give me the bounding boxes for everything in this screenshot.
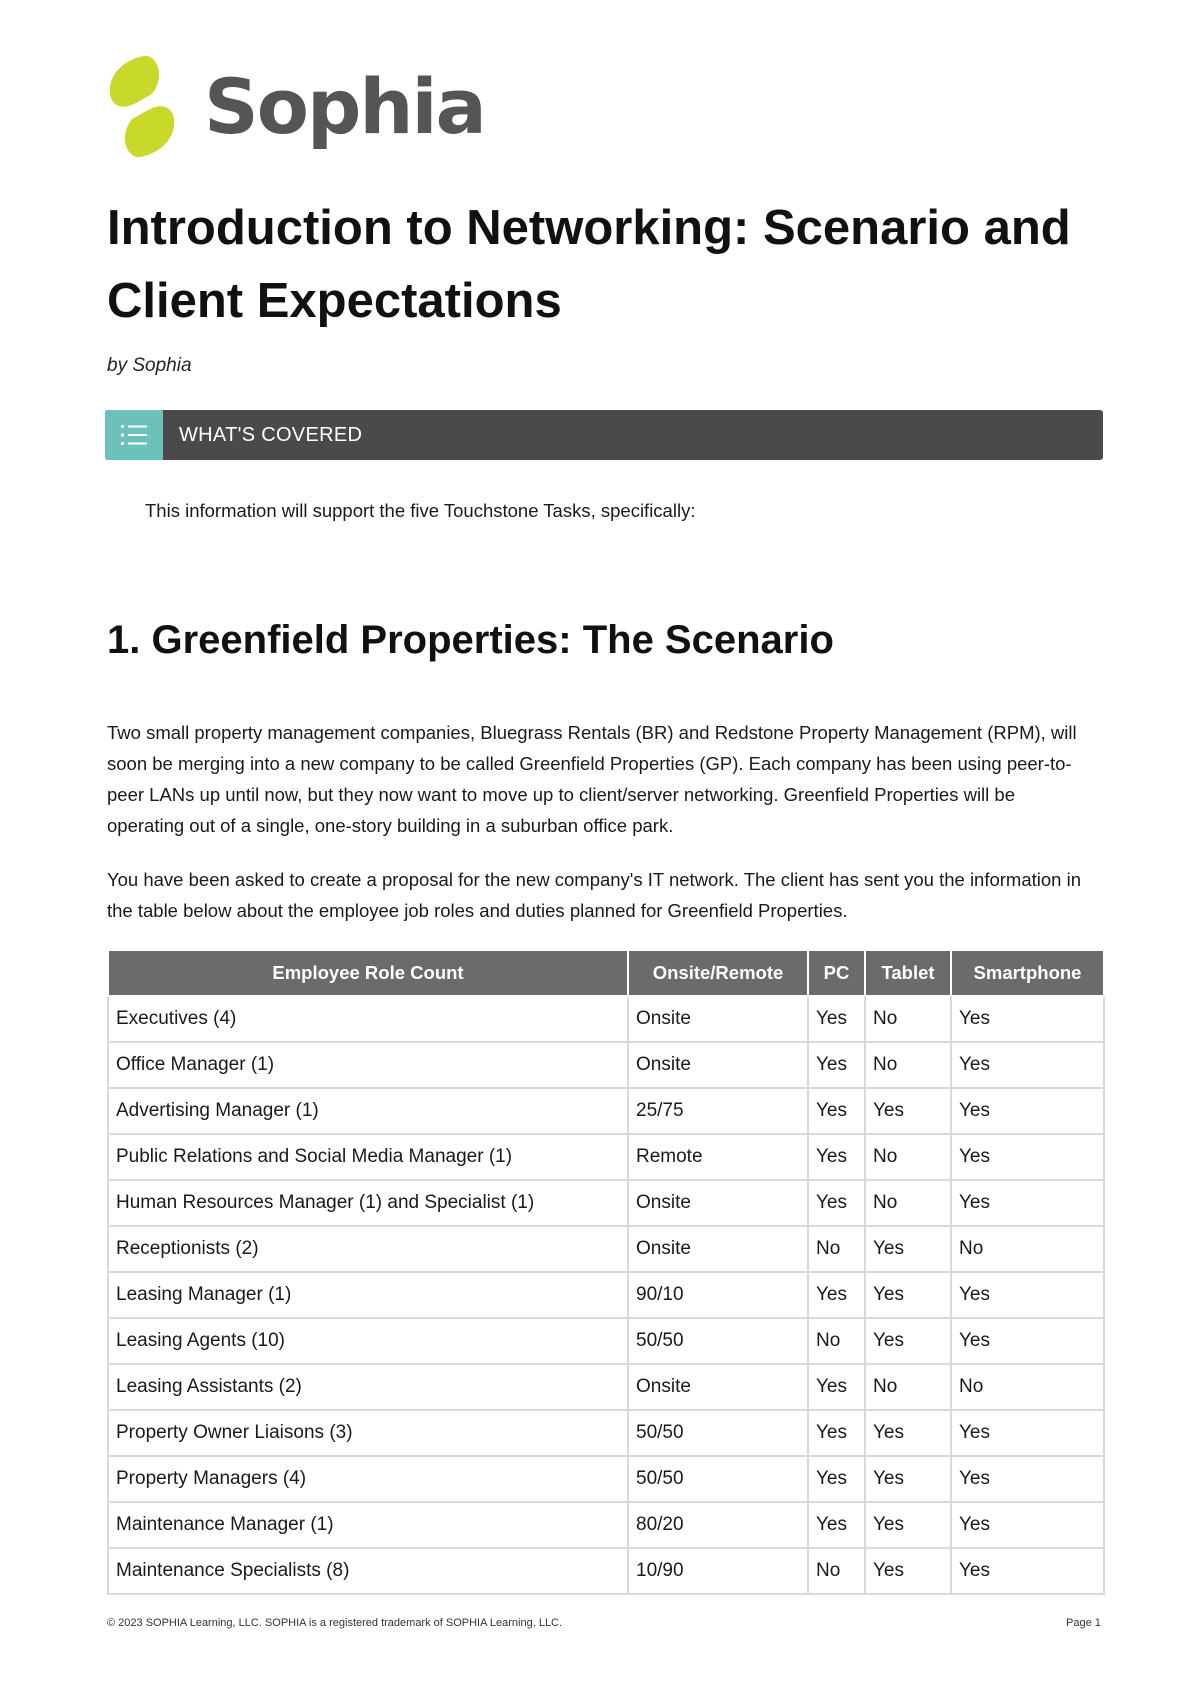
table-cell: Yes	[865, 1088, 951, 1134]
table-cell: Leasing Agents (10)	[108, 1318, 628, 1364]
table-cell: Yes	[808, 1180, 865, 1226]
table-cell: Executives (4)	[108, 996, 628, 1042]
sophia-logo	[104, 54, 485, 159]
table-cell: Human Resources Manager (1) and Specialist (1)	[108, 1180, 628, 1226]
table-row	[108, 1318, 1104, 1364]
whats-covered-text: This information will support the five Touchstone Tasks, specifically:	[145, 500, 696, 521]
table-cell: 50/50	[628, 1456, 808, 1502]
header-onsite-remote: Onsite/Remote	[628, 951, 808, 996]
employee-roles-table	[107, 951, 1105, 1595]
table-cell: Yes	[808, 1456, 865, 1502]
table-cell: Yes	[951, 1548, 1104, 1594]
table-cell: 80/20	[628, 1502, 808, 1548]
table-cell: Yes	[865, 1456, 951, 1502]
table-cell: No	[808, 1226, 865, 1272]
table-cell: Onsite	[628, 996, 808, 1042]
table-cell: Onsite	[628, 1042, 808, 1088]
table-cell: Property Owner Liaisons (3)	[108, 1410, 628, 1456]
table-cell: No	[865, 1364, 951, 1410]
header-pc: PC	[808, 951, 865, 996]
sophia-wordmark: Sophia	[204, 61, 485, 151]
table-cell: Remote	[628, 1134, 808, 1180]
table-cell: Yes	[951, 996, 1104, 1042]
table-row	[108, 1180, 1104, 1226]
table-cell: Yes	[951, 1410, 1104, 1456]
table-cell: 50/50	[628, 1318, 808, 1364]
table-cell: Onsite	[628, 1364, 808, 1410]
table-cell: Onsite	[628, 1180, 808, 1226]
table-cell: Maintenance Specialists (8)	[108, 1548, 628, 1594]
table-cell: Yes	[808, 1364, 865, 1410]
table-row	[108, 1502, 1104, 1548]
table-cell: Yes	[808, 1134, 865, 1180]
table-cell: Yes	[808, 1410, 865, 1456]
table-cell: Yes	[951, 1088, 1104, 1134]
header-tablet: Tablet	[865, 951, 951, 996]
table-row	[108, 996, 1104, 1042]
scenario-paragraph: Two small property management companies, Bluegrass Rentals (BR) and Redstone Property Management (RPM), will soon be merging into a new company to be called Greenfield Properties (GP). Each company has been using peer-to-peer LANs up until now, but they now want to move up to client/server networking. Greenfield Properties will be operating out of a single, one-story building in a suburban office park.	[107, 722, 1077, 836]
table-row	[108, 1088, 1104, 1134]
table-cell: Yes	[808, 1272, 865, 1318]
table-cell: Yes	[808, 996, 865, 1042]
table-cell: Yes	[951, 1318, 1104, 1364]
table-cell: Yes	[951, 1042, 1104, 1088]
table-row	[108, 1134, 1104, 1180]
table-cell: Receptionists (2)	[108, 1226, 628, 1272]
table-cell: Yes	[951, 1180, 1104, 1226]
table-row	[108, 1364, 1104, 1410]
table-cell: Yes	[951, 1502, 1104, 1548]
table-row	[108, 1226, 1104, 1272]
table-cell: Property Managers (4)	[108, 1456, 628, 1502]
table-cell: No	[865, 996, 951, 1042]
table-cell: No	[951, 1226, 1104, 1272]
table-cell: No	[865, 1134, 951, 1180]
list-icon	[105, 410, 163, 460]
table-cell: Yes	[951, 1134, 1104, 1180]
table-cell: Leasing Manager (1)	[108, 1272, 628, 1318]
proposal-paragraph: You have been asked to create a proposal for the new company's IT network. The client has sent you the information in the table below about the employee job roles and duties planned for Greenfield Properties.	[107, 869, 1081, 921]
byline: by Sophia	[107, 355, 192, 376]
table-cell: Yes	[865, 1272, 951, 1318]
table-cell: 25/75	[628, 1088, 808, 1134]
copyright-notice: © 2023 SOPHIA Learning, LLC. SOPHIA is a registered trademark of SOPHIA Learning, LLC.	[107, 1617, 563, 1629]
header-smartphone: Smartphone	[951, 951, 1104, 996]
table-cell: No	[808, 1318, 865, 1364]
table-cell: 50/50	[628, 1410, 808, 1456]
table-cell: 10/90	[628, 1548, 808, 1594]
table-cell: Yes	[808, 1042, 865, 1088]
table-cell: Yes	[951, 1272, 1104, 1318]
table-cell: Leasing Assistants (2)	[108, 1364, 628, 1410]
table-cell: No	[865, 1042, 951, 1088]
table-header-row	[108, 951, 1104, 996]
table-cell: 90/10	[628, 1272, 808, 1318]
table-cell: Yes	[808, 1502, 865, 1548]
table-cell: Yes	[951, 1456, 1104, 1502]
table-cell: Onsite	[628, 1226, 808, 1272]
document-title: Introduction to Networking: Scenario and Client Expectations	[107, 201, 1071, 328]
table-cell: Office Manager (1)	[108, 1042, 628, 1088]
whats-covered-banner	[105, 410, 1103, 460]
table-cell: Yes	[865, 1502, 951, 1548]
table-cell: Advertising Manager (1)	[108, 1088, 628, 1134]
header-role-count: Employee Role Count	[108, 951, 628, 996]
table-cell: Yes	[865, 1226, 951, 1272]
table-cell: Yes	[808, 1088, 865, 1134]
table-row	[108, 1042, 1104, 1088]
table-cell: No	[865, 1180, 951, 1226]
table-cell: Yes	[865, 1548, 951, 1594]
table-cell: No	[951, 1364, 1104, 1410]
table-cell: Yes	[865, 1318, 951, 1364]
sophia-logo-icon	[104, 54, 180, 159]
table-row	[108, 1548, 1104, 1594]
table-cell: Public Relations and Social Media Manager (1)	[108, 1134, 628, 1180]
table-row	[108, 1456, 1104, 1502]
table-cell: No	[808, 1548, 865, 1594]
table-cell: Maintenance Manager (1)	[108, 1502, 628, 1548]
page-number: Page 1	[1066, 1617, 1101, 1629]
table-row	[108, 1272, 1104, 1318]
table-cell: Yes	[865, 1410, 951, 1456]
section-heading: 1. Greenfield Properties: The Scenario	[107, 618, 834, 662]
table-row	[108, 1410, 1104, 1456]
whats-covered-label: WHAT'S COVERED	[179, 423, 363, 446]
